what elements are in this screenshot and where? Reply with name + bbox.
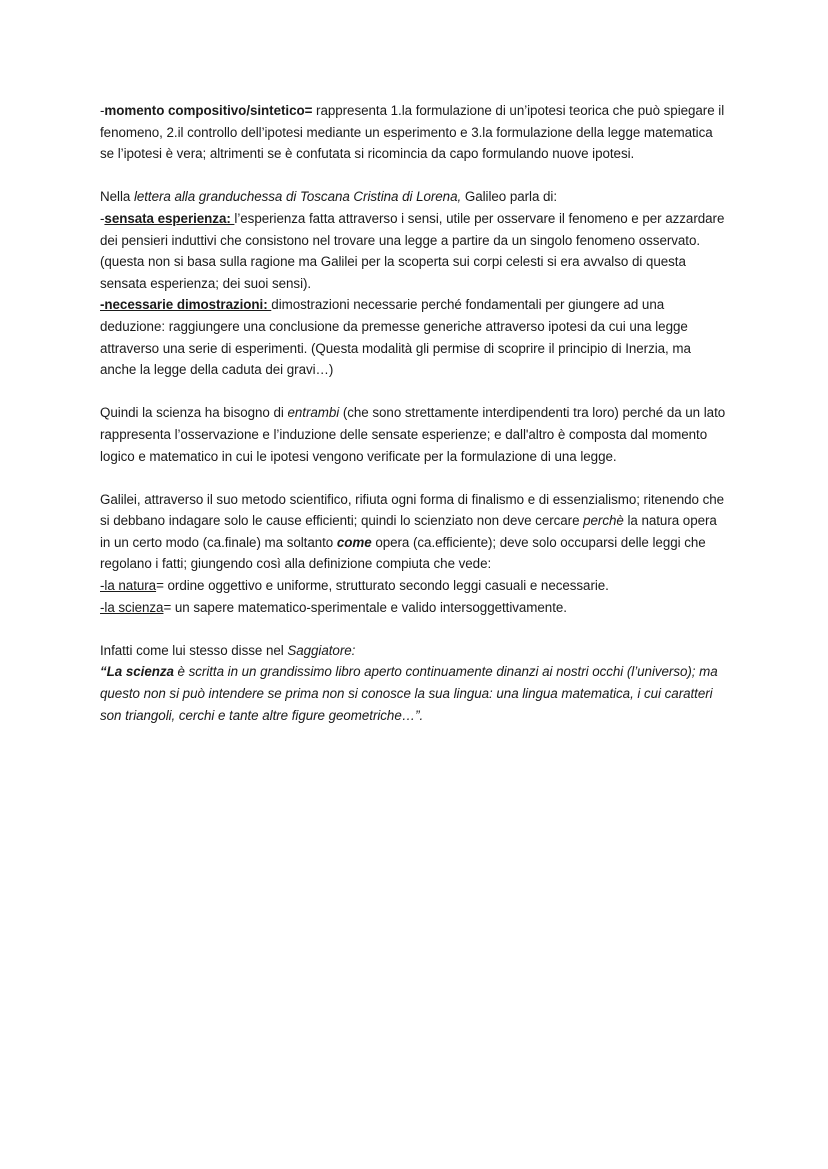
paragraph-necessarie-dimostrazioni [100, 294, 730, 380]
spacer [100, 381, 730, 403]
definition-natura [100, 575, 730, 597]
text-momento-compositivo: rappresenta 1.la formulazione di un’ipotesi teorica che può spiegare il fenomeno, 2.il controllo dell’ipotesi mediante un esperimento e 3.la formulazione della legge matematica se l’ipotesi è vera; altrimenti se è confutata si ricomincia da capo formulando nuove ipotesi. [100, 103, 725, 162]
text-sensata-esperienza: l’esperienza fatta attraverso i sensi, utile per osservare il fenomeno e per azzardare dei pensieri induttivi che consistono nel trovare una legge a partire da un singolo fenomeno osservato. (questa non si basa sulla ragione ma Galilei per la scoperta sui corpi celesti si era avvalso di questa sensata esperienza; dei suoi sensi). [100, 210, 725, 291]
term-sensata-esperienza: sensata esperienza: [104, 210, 235, 226]
text: Quindi la scienza ha bisogno di [100, 405, 288, 421]
quote-term-la-scienza: La scienza [106, 664, 174, 680]
text: la natura opera in un certo modo (ca.finale) ma soltanto [100, 513, 717, 550]
text: Infatti come lui stesso disse nel [100, 642, 288, 658]
spacer [100, 467, 730, 489]
quote-open: “ [100, 664, 107, 680]
document-page [100, 100, 730, 726]
term-scienza: -la scienza [100, 599, 164, 615]
quote-text: è scritta in un grandissimo libro aperto continuamente dinanzi ai nostri occhi (l’universo); ma questo non si può intendere se prima non si conosce la sua lingua: una lingua matematica, i cui caratteri son triangoli, cerchi e tante altre figure geometriche…”. [100, 664, 718, 723]
paragraph-metodo-scientifico [100, 489, 730, 575]
spacer [100, 618, 730, 640]
text-scienza: = un sapere matematico-sperimentale e valido intersoggettivamente. [163, 599, 567, 615]
word-come: come [336, 534, 372, 550]
intro-text: Nella [100, 189, 134, 205]
paragraph-lettera-intro [100, 186, 730, 208]
text-natura: = ordine oggettivo e uniforme, strutturato secondo leggi casuali e necessarie. [156, 578, 609, 594]
term-momento-compositivo: momento compositivo/sintetico= [104, 103, 313, 118]
paragraph-momento-compositivo [100, 100, 730, 165]
paragraph-quindi-la-scienza [100, 402, 730, 467]
text: (che sono strettamente interdipendenti tra loro) perché da un lato rappresenta l’osservazione e l’induzione delle sensate esperienze; e dall'altro è composta dal momento logico e matematico in cui le ipotesi vengono verificate per la formulazione di una legge. [100, 405, 726, 464]
term-natura: -la natura [100, 578, 157, 594]
text-necessarie-dimostrazioni: dimostrazioni necessarie perché fondamentali per giungere ad una deduzione: raggiungere una conclusione da premesse generiche attraverso ipotesi da cui una legge attraverso una serie di esperimenti. (Questa modalità gli permise di scoprire il principio di Inerzia, ma anche la legge della caduta dei gravi…) [100, 297, 691, 378]
word-entrambi: entrambi [287, 405, 340, 421]
paragraph-saggiatore-intro [100, 640, 730, 662]
spacer [100, 165, 730, 187]
text: opera (ca.efficiente); deve solo occuparsi delle leggi che regolano i fatti; giungendo così alla definizione compiuta che vede: [100, 534, 706, 572]
intro-text-end: Galileo parla di: [461, 189, 558, 205]
text: Galilei, attraverso il suo metodo scientifico, rifiuta ogni forma di finalismo e di essenzialismo; ritenendo che si debbano indagare solo le cause efficienti; quindi lo scienziato non deve cercare [100, 491, 725, 529]
dash: - [100, 103, 105, 118]
word-perche: perchè [583, 513, 624, 529]
definition-scienza [100, 597, 730, 619]
letter-title: lettera alla granduchessa di Toscana Cristina di Lorena, [133, 189, 462, 205]
book-title-saggiatore: Saggiatore: [287, 642, 356, 658]
term-necessarie-dimostrazioni: -necessarie dimostrazioni: [100, 297, 272, 313]
quote-saggiatore [100, 661, 730, 726]
paragraph-sensata-esperienza [100, 208, 730, 294]
dash: - [100, 210, 105, 226]
